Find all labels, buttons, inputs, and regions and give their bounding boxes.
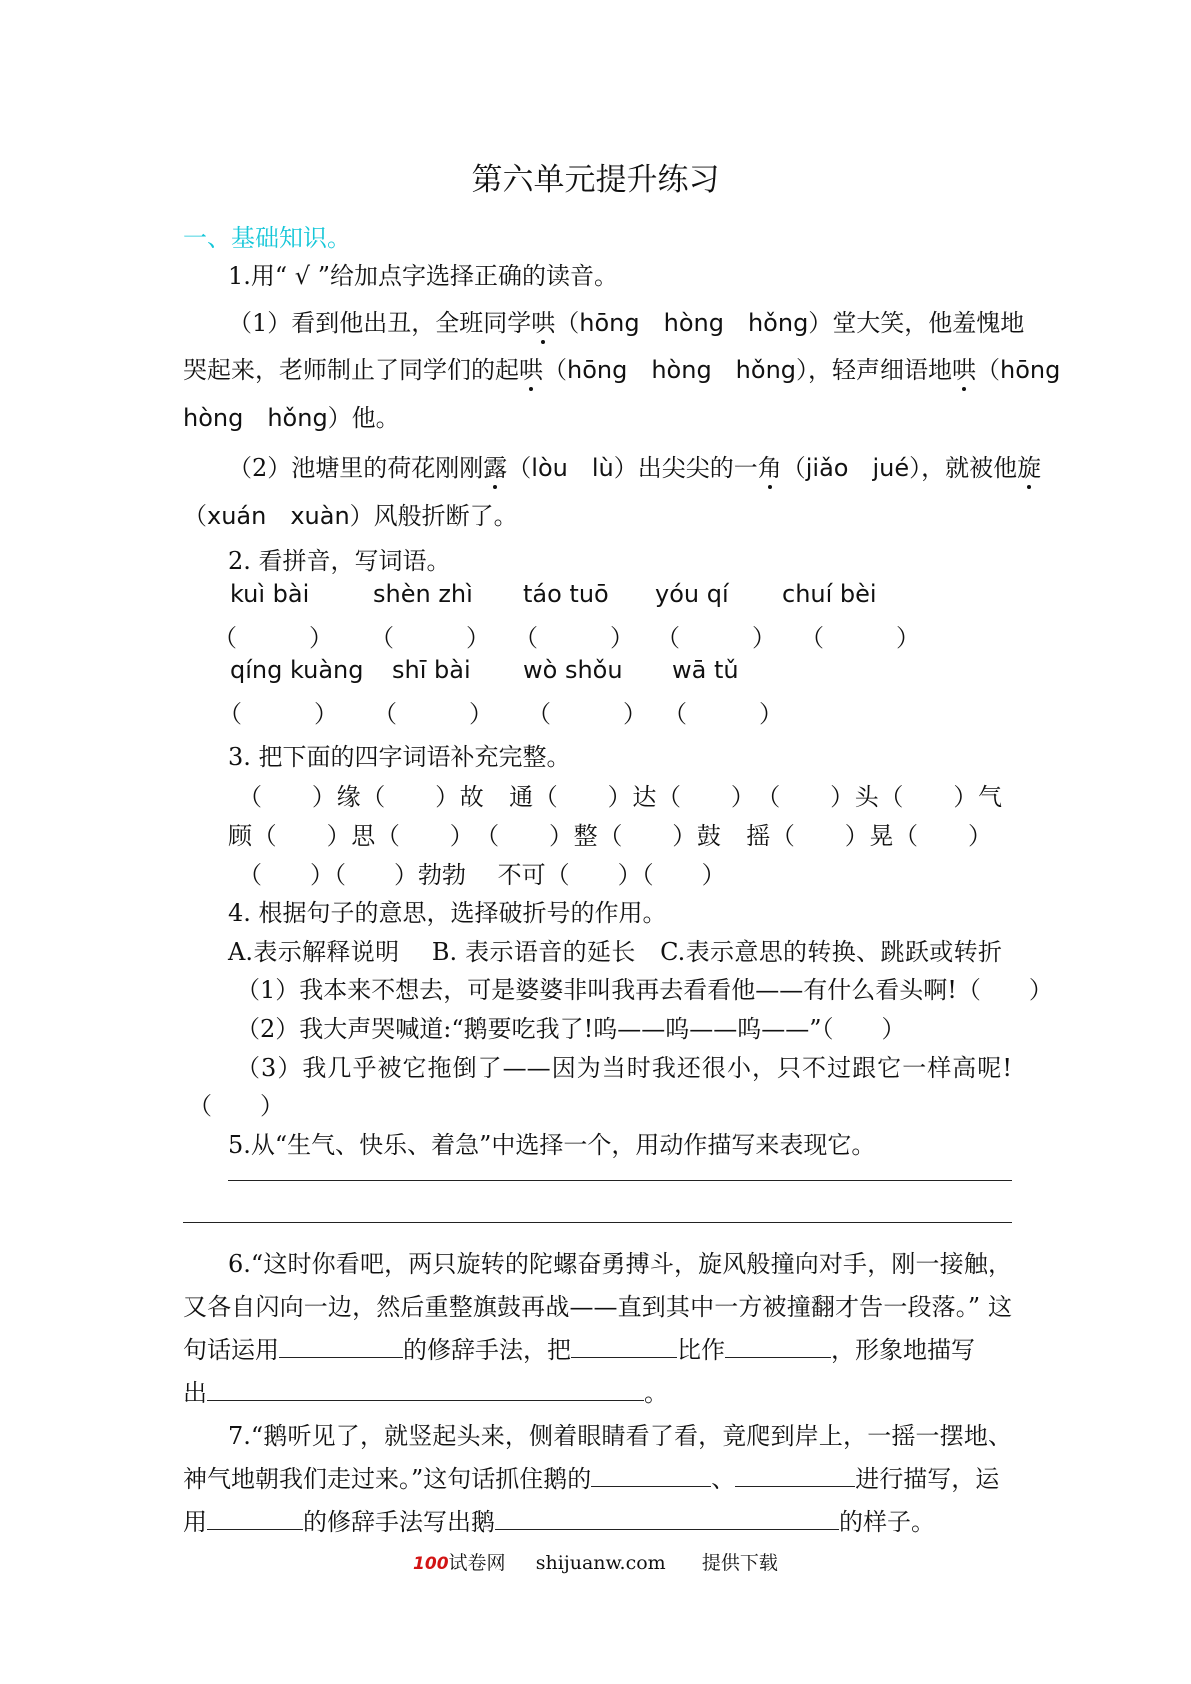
q2-answer-box[interactable]: （ ） bbox=[218, 700, 338, 728]
text: 、 bbox=[711, 1465, 736, 1493]
q4-sentence-1: （1）我本来不想去，可是婆婆非叫我再去看看他——有什么看头啊!（ ） bbox=[236, 976, 1053, 1004]
q2-answer-box[interactable]: （ ） bbox=[213, 624, 333, 652]
text: 的修辞手法写出鹅 bbox=[303, 1508, 495, 1536]
q1-stem: 1.用“ √ ”给加点字选择正确的读音。 bbox=[228, 262, 618, 290]
fill-blank[interactable] bbox=[591, 1462, 711, 1487]
q2-pinyin-9: wā tǔ bbox=[672, 656, 739, 684]
q2-answer-box[interactable]: （ ） bbox=[527, 700, 647, 728]
q5-stem: 5.从“生气、快乐、着急”中选择一个，用动作描写来表现它。 bbox=[228, 1131, 876, 1159]
q7-line3 bbox=[183, 1502, 935, 1537]
fill-blank[interactable] bbox=[495, 1505, 839, 1530]
q1-p2-line2: （xuán xuàn）风般折断了。 bbox=[183, 502, 518, 530]
q2-pinyin-8: wò shǒu bbox=[523, 656, 623, 684]
q2-stem: 2. 看拼音，写词语。 bbox=[228, 547, 451, 575]
q6-line4 bbox=[183, 1373, 668, 1408]
q2-pinyin-5: chuí bèi bbox=[782, 580, 877, 608]
q1-p1-line2 bbox=[183, 350, 1060, 385]
section-heading-basics: 一、基础知识。 bbox=[183, 224, 351, 252]
text: ，就被他 bbox=[921, 454, 1018, 482]
fill-blank[interactable] bbox=[279, 1333, 403, 1358]
text: 堂大笑，他羞愧地 bbox=[832, 309, 1025, 337]
fill-blank[interactable] bbox=[207, 1505, 303, 1530]
q2-answer-box[interactable]: （ ） bbox=[656, 624, 776, 652]
q2-pinyin-2: shèn zhì bbox=[373, 580, 473, 608]
q4-stem: 4. 根据句子的意思，选择破折号的作用。 bbox=[228, 899, 667, 927]
text: 的样子。 bbox=[839, 1508, 935, 1536]
q2-answer-box[interactable]: （ ） bbox=[514, 624, 634, 652]
pinyin-options: （lòu lù） bbox=[507, 454, 638, 482]
text: 出尖尖的一 bbox=[637, 454, 758, 482]
text: （1）看到他出丑，全班同学 bbox=[228, 309, 532, 337]
pinyin-options: （jiǎo jué） bbox=[781, 454, 922, 482]
q2-pinyin-4: yóu qí bbox=[655, 580, 729, 608]
q3-line1: （ ）缘（ ）故 通（ ）达（ ） （ ）头（ ）气 bbox=[238, 783, 1002, 811]
q6-line3 bbox=[183, 1330, 975, 1365]
text: 用 bbox=[183, 1508, 207, 1536]
pinyin-options: （hōng bbox=[976, 356, 1061, 384]
text: 神气地朝我们走过来。”这句话抓住鹅的 bbox=[183, 1465, 592, 1493]
q2-pinyin-1: kuì bài bbox=[230, 580, 310, 608]
q4-options: A.表示解释说明 B. 表示语音的延长 C.表示意思的转换、跳跃或转折 bbox=[228, 938, 1002, 966]
q2-pinyin-3: táo tuō bbox=[523, 580, 609, 608]
text: 出 bbox=[183, 1379, 207, 1407]
download-note: 提供下载 bbox=[701, 1552, 778, 1574]
q3-line3: （ ）（ ）勃勃 不可（ ）（ ） bbox=[238, 861, 726, 889]
q4-sentence-2: （2）我大声哭喊道:“鹅要吃我了!呜——呜——呜——”（ ） bbox=[236, 1015, 906, 1043]
text: 。 bbox=[644, 1379, 668, 1407]
q1-p1-line3: hòng hǒng）他。 bbox=[183, 404, 400, 432]
fill-blank[interactable] bbox=[725, 1333, 831, 1358]
fill-blank[interactable] bbox=[571, 1333, 677, 1358]
text: ，轻声细语地 bbox=[808, 356, 953, 384]
text: ，形象地描写 bbox=[831, 1336, 975, 1364]
text: 的修辞手法，把 bbox=[403, 1336, 571, 1364]
dotted-char: 角 bbox=[758, 448, 782, 483]
q7-line1: 7.“鹅听见了，就竖起头来，侧着眼睛看了看，竟爬到岸上，一摇一摆地、 bbox=[228, 1422, 1012, 1450]
dotted-char: 哄 bbox=[531, 303, 555, 338]
q7-line2 bbox=[183, 1459, 999, 1494]
q3-line2: 顾（ ）思（ ） （ ）整（ ）鼓 摇（ ）晃（ ） bbox=[228, 822, 992, 850]
q6-line1: 6.“这时你看吧，两只旋转的陀螺奋勇搏斗，旋风般撞向对手，刚一接触， bbox=[228, 1250, 1012, 1278]
q5-answer-line[interactable] bbox=[183, 1222, 1012, 1223]
dotted-char: 旋 bbox=[1017, 448, 1041, 483]
q2-pinyin-7: shī bài bbox=[392, 656, 471, 684]
q5-answer-line[interactable] bbox=[228, 1180, 1012, 1181]
site-url[interactable]: shijuanw.com bbox=[535, 1552, 666, 1574]
q2-pinyin-6: qíng kuàng bbox=[230, 656, 364, 684]
pinyin-options: （hōng hòng hǒng） bbox=[555, 309, 833, 337]
fill-blank[interactable] bbox=[735, 1462, 855, 1487]
dotted-char: 哄 bbox=[519, 350, 543, 385]
q2-answer-box[interactable]: （ ） bbox=[373, 700, 493, 728]
q1-p1-line1 bbox=[228, 303, 1024, 338]
text: 句话运用 bbox=[183, 1336, 279, 1364]
text: 进行描写，运 bbox=[855, 1465, 1000, 1493]
q4-sentence-3: （3）我几乎被它拖倒了——因为当时我还很小，只不过跟它一样高呢! bbox=[236, 1054, 1012, 1082]
pinyin-options: （hōng hòng hǒng） bbox=[543, 356, 809, 384]
q2-answer-box[interactable]: （ ） bbox=[370, 624, 490, 652]
text: 比作 bbox=[677, 1336, 725, 1364]
dotted-char: 哄 bbox=[952, 350, 976, 385]
dotted-char: 露 bbox=[483, 448, 507, 483]
q3-stem: 3. 把下面的四字词语补充完整。 bbox=[228, 743, 571, 771]
fill-blank[interactable] bbox=[207, 1376, 644, 1401]
site-logo: 100 bbox=[413, 1554, 449, 1574]
q2-answer-box[interactable]: （ ） bbox=[663, 700, 783, 728]
q6-line2: 又各自闪向一边，然后重整旗鼓再战——直到其中一方被撞翻才告一段落。” 这 bbox=[183, 1293, 1012, 1321]
page-footer bbox=[0, 1548, 1191, 1575]
site-name: 试卷网 bbox=[448, 1552, 506, 1574]
q1-p2-line1 bbox=[228, 448, 1041, 483]
text: 哭起来，老师制止了同学们的起 bbox=[183, 356, 519, 384]
page-title: 第六单元提升练习 bbox=[471, 162, 720, 198]
q4-sentence-3-answer[interactable]: （ ） bbox=[188, 1092, 284, 1120]
text: （2）池塘里的荷花刚刚 bbox=[228, 454, 484, 482]
q2-answer-box[interactable]: （ ） bbox=[800, 624, 920, 652]
